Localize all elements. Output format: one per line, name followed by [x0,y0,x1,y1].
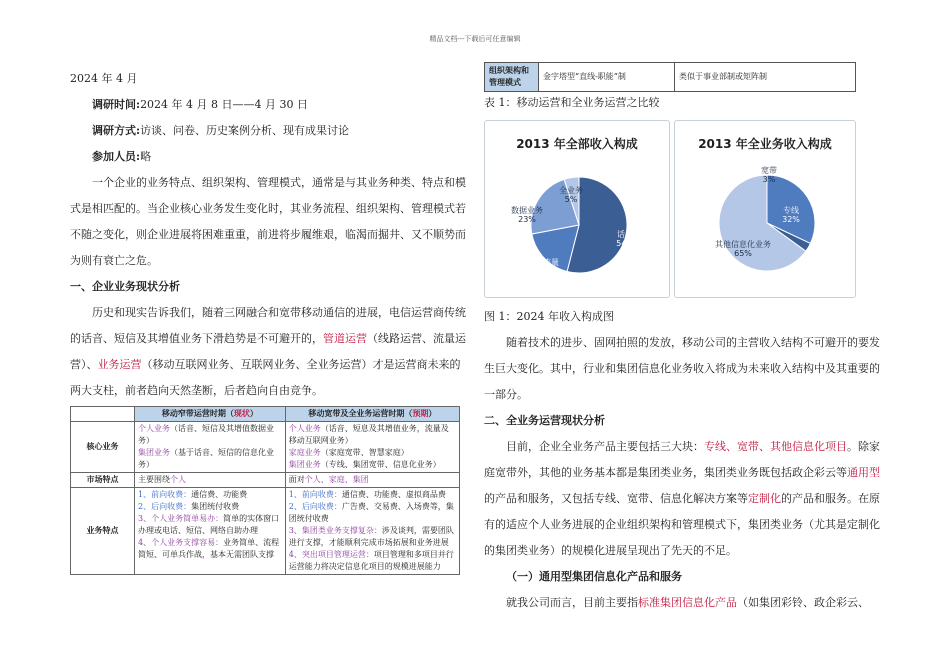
products-highlight: 专线、宽带、其他信息化项目 [704,440,847,453]
pie-category-label: 流量 [543,258,559,267]
business-ops-highlight: 业务运营 [97,358,142,371]
right-column [484,62,880,616]
cell-market-expected: 面对个人、家庭、集团 [285,473,459,488]
history-paragraph [70,300,470,404]
table-row [485,63,856,92]
survey-time [70,92,470,118]
col-broadband-header: 移动宽带及全业务运营时期（预期） [285,407,459,422]
chart-total-revenue [484,120,670,298]
pie-value-label: 5% [564,195,578,204]
pie-category-label: 专线 [783,206,799,215]
pie-category-label: 话音 [617,230,633,239]
participants-label: 参加人员: [92,150,141,163]
pie-value-label: 23% [518,215,536,224]
products-paragraph: 目前，企业全业务产品主要包括三大块：专线、宽带、其他信息化项目。除家庭宽带外，其他的业务基本都是集团类业务，集团类业务既包括政企彩云等通用型的产品和服务，又包括专线、宽带、信息化解决方案等定制化的产品和服务。在原有的适应个人业务进展的企业组织架构和管理模式下，集团类业务（尤其是定制化的集团类业务）的规模化进展呈现出了先天的不足。 [484,440,880,557]
standard-products-paragraph: 就我公司而言，目前主要指标准集团信息化产品（如集团彩铃、政企彩云、 [506,596,869,609]
survey-method-value: 访谈、问卷、历史案例分析、现有成果讨论 [140,124,350,137]
pie-category-label: 宽带 [761,166,777,175]
pie-value-label: 18% [542,267,560,276]
pie-value-label: 32% [782,215,800,224]
subsection-heading: （一）通用型集团信息化产品和服务 [506,570,682,583]
para2-text-a: 历史和现实告诉我们，随着三网融合和宽带移动通信的进展，电信运营商传统的话音、短信及其增值业务下滑趋势是不可避开的， [70,306,466,345]
para2-text-c: （移动互联网业务、互联网业务、全业务运营）才是运营商未来的两大支柱，前者趋向天然垄断，后者趋向自由竞争。 [70,358,461,397]
custom-type-highlight: 定制化 [748,492,781,505]
table-corner-cell [71,407,135,422]
pie-category-label: 数据业务 [511,206,543,215]
org-structure-head: 组织架构和管理模式 [485,63,539,92]
intro-paragraph: 一个企业的业务特点、组织架构、管理模式，通常是与其业务种类、特点和模式是相匹配的。当企业核心业务发生变化时，其业务流程、组织架构、管理模式若不随之变化，则企业进展将困难重重，前进将步履维艰，临渴而掘井、又不顺势而为则有衰亡之危。 [70,176,466,267]
comparison-table [70,406,460,575]
table-header-row [71,407,460,422]
section-1-heading: 一、企业业务现状分析 [70,280,180,293]
general-type-highlight: 通用型 [847,466,880,479]
section-2-heading: 二、全业务运营现状分析 [484,414,605,427]
row-head-market: 市场特点 [71,473,135,488]
cell-traits-expected: 1、前向收费：通信费、功能费、虚拟商品费 2、后向收费：广告费、交易费、入场费等，集团统付收费 3、集团类业务支撑复杂：涉及谈判，需要团队进行支撑，才能顺利完成市场拓展和业务进展 4、突出项目管理运营：项目管理和多项目并行运营能力将决定信息化项目的规模进展能力 [285,488,459,575]
col-narrowband-header: 移动窄带运营时期（现状） [135,407,286,422]
survey-time-value: 2024 年 4 月 8 日——4 月 30 日 [140,98,309,111]
chart-title: 2013 年全部收入构成 [516,137,638,151]
survey-method-label: 调研方式: [92,124,141,137]
revenue-charts [484,120,856,298]
cell-traits-current: 1、前向收费：通信费、功能费 2、后向收费：集团统付收费 3、个人业务简单易办：简单的实体窗口办理或电话、短信、网络自助办理 4、个人业务支撑容易：业务简单、流程简短、可单兵作战，基本无需团队支撑 [135,488,286,575]
pie-chart-total [485,151,671,297]
chart-title: 2013 年全业务收入构成 [698,137,832,151]
survey-method [70,118,470,144]
org-structure-expected: 类似于事业部制或矩阵制 [675,63,856,92]
para2-text-b: （线路运营、流量运营）、 [70,332,466,371]
participants-value: 略 [140,150,152,163]
pie-value-label: 3% [762,175,776,184]
tech-progress-paragraph: 随着技术的进步、固网拍照的发放，移动公司的主营收入结构不可避开的要发生巨大变化。其中，行业和集团信息化业务收入将成为未来收入结构中及其重要的一部分。 [484,336,880,401]
table-caption: 表 1：移动运营和全业务运营之比较 [484,96,660,109]
participants [70,144,470,170]
pipe-ops-highlight: 管道运营 [323,332,367,345]
cell-core-business-expected: 个人业务（话音、短息及其增值业务，流量及移动互联网业务） 家庭业务（家庭宽带、智慧家庭） 集团业务（专线、集团宽带、信息化业务） [285,422,459,473]
table-row [71,473,460,488]
cell-market-current: 主要围绕个人 [135,473,286,488]
pie-category-label: 全业务 [559,186,583,195]
table-row [71,488,460,575]
table-row [71,422,460,473]
org-structure-table [484,62,856,92]
row-head-business-traits: 业务特点 [71,488,135,575]
row-head-core-business: 核心业务 [71,422,135,473]
org-structure-current: 金字塔型“直线-职能”制 [539,63,675,92]
cell-core-business-current: 个人业务（话音、短信及其增值数据业务） 集团业务（基于话音、短信的信息化业务） [135,422,286,473]
chart-full-business-revenue [674,120,856,298]
page-header: 精品文档---下载后可任意编辑 [429,35,521,43]
figure-caption: 图 1：2024 年收入构成图 [484,310,614,323]
report-date: 2024 年 4 月 [70,72,138,85]
pie-value-label: 54% [616,239,634,248]
left-column [70,66,470,575]
pie-chart-full-business [675,151,857,297]
pie-category-label: 其他信息化业务 [715,240,771,249]
survey-time-label: 调研时间: [92,98,141,111]
standard-product-highlight: 标准集团信息化产品 [638,596,737,609]
pie-value-label: 65% [734,249,752,258]
